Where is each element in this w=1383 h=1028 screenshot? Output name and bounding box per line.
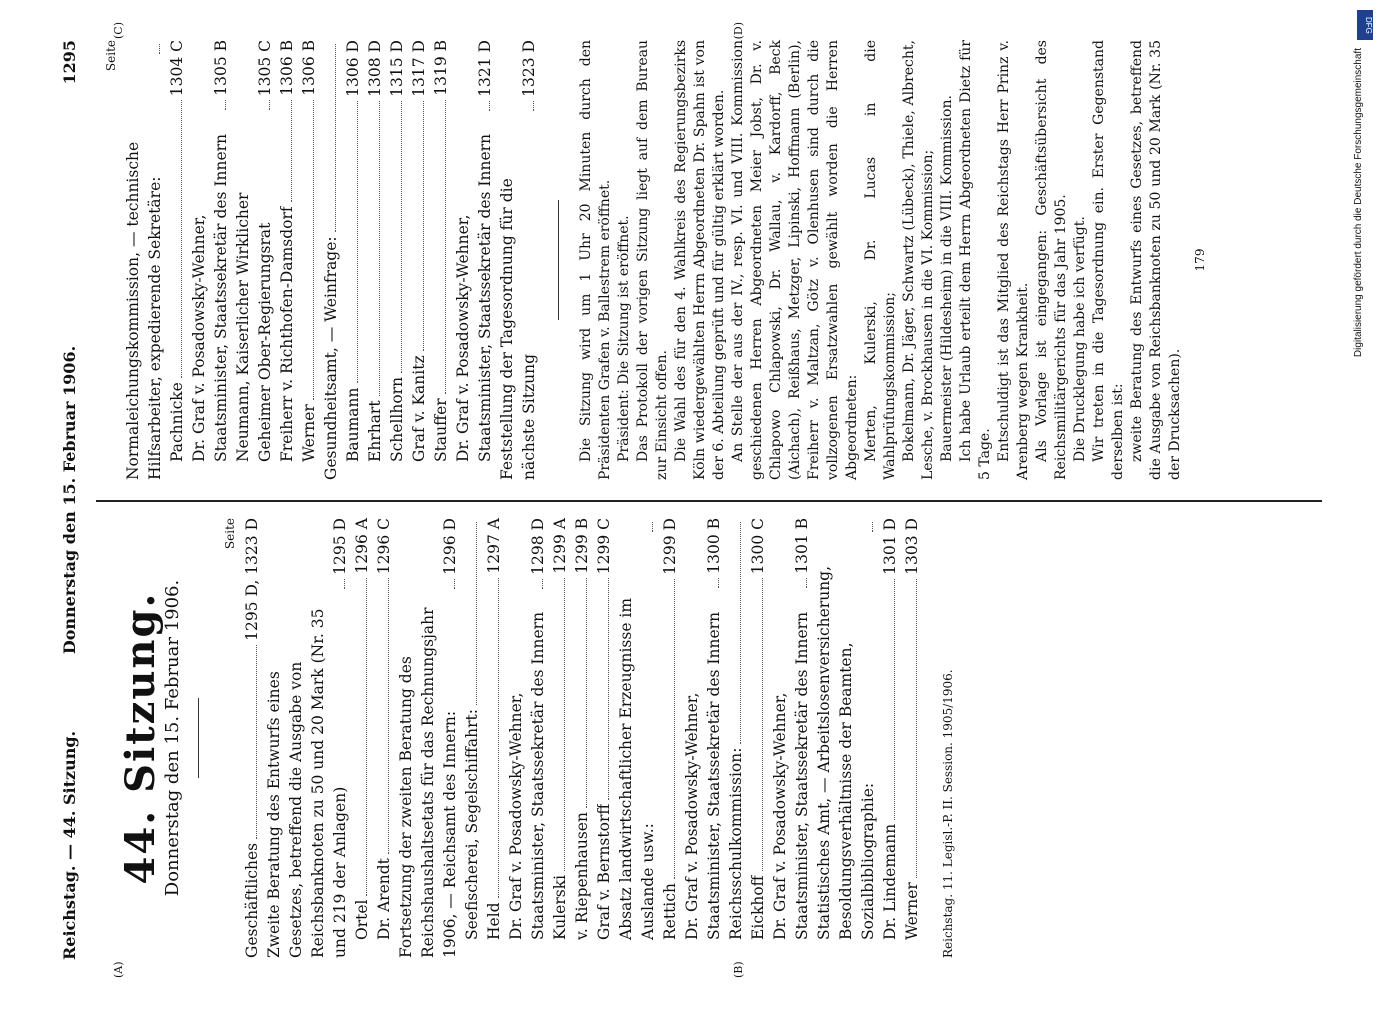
toc-leader-dots	[489, 101, 490, 111]
proceedings-text	[577, 40, 1185, 480]
toc-entry	[166, 40, 188, 480]
toc-leader-dots	[498, 578, 499, 899]
toc-entry-text: Feststellung der Tagesordnung für die nächste Sitzung	[497, 178, 538, 480]
seite-label-right: Seite	[103, 40, 118, 72]
toc-leader-dots	[652, 522, 653, 532]
toc-entry-page: 1301 D	[880, 518, 899, 575]
toc-entry-text: Neumann, Kaiserlicher Wirklicher Geheimer Ober-Regierungsrat	[233, 192, 274, 462]
toc-leader-dots	[872, 522, 873, 532]
margin-mark-d: (D)	[731, 22, 745, 40]
toc-entry	[461, 518, 483, 958]
toc-entry-page: 1303 D	[902, 518, 921, 575]
toc-leader-dots	[916, 579, 917, 878]
proceedings-paragraph: zweite Beratung des Entwurfs eines Gesetzes, betreffend die Ausgabe von Reichsbanknoten zu 50 und 20 Mark (Nr. 35 der Drucksachen).	[1128, 40, 1183, 480]
margin-mark-b: (B)	[731, 961, 745, 978]
toc-entry	[430, 40, 452, 480]
toc-entry	[386, 40, 408, 480]
toc-leader-dots	[159, 44, 160, 54]
toc-leader-dots	[344, 579, 345, 589]
toc-leader-dots	[379, 101, 380, 397]
title-rule	[198, 698, 199, 778]
toc-entry	[241, 518, 263, 958]
toc-entry	[122, 40, 166, 480]
toc-entry-text: Baumann	[343, 387, 362, 462]
toc-entry	[395, 518, 461, 958]
toc-entry-text: Dr. Lindemann	[880, 823, 899, 940]
toc-leader-dots	[542, 579, 543, 589]
toc-entry-page: 1295 D, 1323 D	[242, 518, 261, 641]
toc-entry	[408, 40, 430, 480]
margin-mark-c: (C)	[111, 22, 125, 39]
toc-leader-dots	[401, 101, 402, 373]
toc-entry	[364, 40, 386, 480]
toc-entry	[769, 518, 813, 958]
toc-entry-text: Schellhorn	[387, 376, 406, 462]
toc-entry	[373, 518, 395, 958]
toc-entry	[232, 40, 276, 480]
toc-entry-page: 1299 D	[660, 518, 679, 575]
toc-entry-text: Stauffer	[431, 398, 450, 462]
toc-entry	[813, 518, 879, 958]
proceedings-paragraph: Entschuldigt ist das Mitglied des Reichstags Herr Prinz v. Arenberg wegen Krankheit.	[995, 40, 1031, 480]
proceedings-paragraph: Das Protokoll der vorigen Sitzung liegt auf dem Bureau zur Einsicht offen.	[634, 40, 670, 480]
toc-leader-dots	[225, 100, 226, 110]
header-page-number: 1295	[59, 40, 79, 85]
toc-entry-page: 1299 B	[572, 518, 591, 574]
proceedings-paragraph: Wir treten in die Tagesordnung ein. Erster Gegenstand derselben ist:	[1090, 40, 1126, 480]
toc-entry-page: 1300 B	[704, 518, 723, 574]
toc-entry	[593, 518, 615, 958]
toc-entry-text: Zweite Beratung des Entwurfs eines Gesetzes, betreffend die Ausgabe von Reichsbanknoten zu 50 und 20 Mark (Nr. 35 und 219 der Anlagen)	[264, 608, 349, 958]
toc-entry-text: Gesundheitsamt, — Weinfrage:	[321, 236, 340, 480]
toc-entry	[483, 518, 505, 958]
proceedings-paragraph: Bauermeister (Hildesheim) in die VIII. Kommission.	[938, 95, 955, 462]
session-dateline: Donnerstag den 15. Februar 1906.	[161, 579, 183, 897]
toc-leader-dots	[740, 522, 741, 744]
proceedings-paragraph: Als Vorlage ist eingegangen: Geschäftsübersicht des Reichsmilitärgerichts für das Jahr 1905.	[1033, 40, 1069, 480]
header-left: Reichstag. — 44. Sitzung.	[59, 730, 79, 960]
toc-leader-dots	[423, 101, 424, 352]
toc-entry	[342, 40, 364, 480]
toc-entry-page: 1297 A	[484, 518, 503, 574]
proceedings-paragraph: Die Drucklegung habe ich verfügt.	[1071, 216, 1088, 462]
margin-mark-a: (A)	[111, 961, 125, 978]
proceedings-paragraph: Bokelmann, Dr. Jäger, Schwartz (Lübeck), Thiele, Albrecht, Lesche, v. Brockhausen in die VI. Kommission;	[900, 40, 936, 480]
seite-label: Seite	[222, 518, 237, 550]
toc-entry-page: 1305 B	[211, 40, 230, 96]
toc-entry-text: Ehrhart	[365, 400, 384, 462]
left-toc	[241, 518, 923, 958]
toc-leader-dots	[366, 578, 367, 896]
toc-entry-text: Kulerski	[550, 874, 569, 940]
toc-entry-text: Graf v. Kanitz	[409, 355, 428, 462]
toc-leader-dots	[388, 578, 389, 854]
page-footer: Reichstag. 11. Legisl.-P. II. Session. 1905/1906.	[940, 669, 955, 958]
toc-entry-text: Graf v. Bernstorff	[594, 803, 613, 940]
toc-leader-dots	[454, 579, 455, 589]
section-rule	[558, 200, 559, 320]
toc-entry-text: Statistisches Amt, — Arbeitslosenversicherung, Besoldungsverhältnisse der Beamten, Sozialbibliographie:	[814, 565, 877, 940]
header-center: Donnerstag den 15. Februar 1906.	[59, 345, 79, 655]
toc-leader-dots	[564, 578, 565, 871]
toc-entry-text: Rettich	[660, 883, 679, 940]
proceedings-paragraph: Ich habe Urlaub erteilt dem Herrn Abgeordneten Dietz für 5 Tage.	[957, 40, 993, 480]
toc-entry-page: 1306 D	[343, 40, 362, 97]
right-toc	[122, 40, 540, 480]
toc-leader-dots	[533, 101, 534, 111]
toc-entry-text: Freiherr v. Richthofen-Damsdorf	[277, 206, 296, 462]
toc-entry-text: Pachnicke	[167, 382, 186, 462]
toc-entry-page: 1308 D	[365, 40, 384, 97]
toc-entry	[571, 518, 593, 958]
toc-leader-dots	[335, 44, 336, 232]
toc-entry	[452, 40, 496, 480]
toc-entry-page: 1295 D	[330, 518, 349, 575]
toc-entry	[496, 40, 540, 480]
toc-entry	[298, 40, 320, 480]
toc-entry-page: 1305 C	[255, 40, 274, 97]
toc-entry	[276, 40, 298, 480]
toc-leader-dots	[256, 645, 257, 839]
toc-leader-dots	[586, 578, 587, 808]
toc-entry-page: 1298 D	[528, 518, 547, 575]
rotated-page	[32, 20, 1352, 980]
right-column	[100, 40, 1211, 480]
toc-entry	[188, 40, 232, 480]
toc-entry-text: Dr. Arendt	[374, 858, 393, 940]
toc-entry-page: 1315 D	[387, 40, 406, 97]
digitization-note	[1353, 48, 1373, 1028]
toc-entry-text: Dr. Graf v. Posadowsky-Wehner, Staatsminister, Staatssekretär des Innern	[189, 133, 230, 462]
toc-entry	[320, 40, 342, 480]
toc-entry-text: Normaleichungskommission, — technische Hilfsarbeiter, expedierende Sekretäre:	[123, 141, 164, 480]
toc-entry-page: 1299 A	[550, 518, 569, 574]
proceedings-paragraph: Präsident: Die Sitzung ist eröffnet.	[615, 215, 632, 462]
toc-entry-page: 1319 B	[431, 40, 450, 96]
toc-leader-dots	[291, 100, 292, 203]
left-column	[100, 518, 959, 958]
toc-entry-page: 1306 B	[299, 40, 318, 96]
toc-entry	[549, 518, 571, 958]
toc-leader-dots	[181, 100, 182, 378]
toc-entry	[263, 518, 351, 958]
toc-entry-text: Geschäftliches	[242, 842, 261, 958]
toc-entry	[725, 518, 747, 958]
page-header	[60, 40, 84, 960]
toc-entry-text: Eickhoff	[748, 875, 767, 940]
toc-entry-text: Fortsetzung der zweiten Beratung des Reichshaushaltsetats für das Rechnungsjahr 1906, — Reichsamt des Innern:	[396, 607, 459, 958]
toc-leader-dots	[476, 522, 477, 705]
proceedings-paragraph: Merten, Kulerski, Dr. Lucas in die Wahlprüfungskommission;	[862, 40, 898, 480]
toc-entry-text: Reichsschulkommission:	[726, 747, 745, 940]
toc-entry	[659, 518, 681, 958]
toc-entry-text: Seefischerei, Segelschiffahrt:	[462, 708, 481, 940]
toc-entry	[615, 518, 659, 958]
toc-entry-page: 1323 D	[519, 40, 538, 97]
proceedings-paragraph: Die Wahl des für den 4. Wahlkreis des Regierungsbezirks Köln wiedergewählten Herrn Abgeordneten Dr. Spahn ist von der 6. Abteilung geprüft und für gültig erklärt worden.	[672, 40, 727, 480]
toc-leader-dots	[762, 578, 763, 871]
toc-entry-text: Dr. Graf v. Posadowsky-Wehner, Staatsminister, Staatssekretär des Innern	[682, 611, 723, 940]
digitization-note-text: Digitalisierung gefördert durch die Deutsche Forschungsgemeinschaft	[1353, 48, 1364, 358]
toc-entry-page: 1296 A	[352, 518, 371, 574]
toc-entry	[505, 518, 549, 958]
toc-entry-page: 1301 B	[792, 518, 811, 574]
toc-entry-text: Werner	[299, 404, 318, 462]
toc-leader-dots	[894, 579, 895, 820]
column-divider	[96, 500, 1322, 502]
session-title: 44. Sitzung.	[116, 591, 164, 885]
toc-entry-page: 1299 C	[594, 518, 613, 575]
toc-entry-page: 1321 D	[475, 40, 494, 97]
toc-entry-text: Werner	[902, 882, 921, 940]
toc-leader-dots	[445, 100, 446, 395]
toc-entry-text: Ortel	[352, 899, 371, 940]
toc-leader-dots	[269, 100, 270, 110]
toc-leader-dots	[806, 578, 807, 588]
toc-entry	[901, 518, 923, 958]
toc-entry-text: Dr. Graf v. Posadowsky-Wehner, Staatsminister, Staatssekretär des Innern	[770, 611, 811, 940]
toc-entry-text: Dr. Graf v. Posadowsky-Wehner, Staatsminister, Staatssekretär des Innern	[453, 133, 494, 462]
toc-leader-dots	[608, 578, 609, 799]
toc-leader-dots	[674, 579, 675, 879]
toc-entry-page: 1317 D	[409, 40, 428, 97]
signature-number: 179	[1192, 248, 1207, 272]
proceedings-paragraph: An Stelle der aus der IV., resp. VI. und VIII. Kommission geschiedenen Herren Abgeordneten Meier Jobst, Dr. v. Chlapowo Chlapowski, Dr. Wallau, v. Kardorff, Beck (Aichach), Reißhaus, Metzger, Lipinski, Hoffmann (Berlin), Freiherr v. Maltzan, Götz v. Olenhusen sind durch die vollzogenen Ersatzwahlen gewählt worden die Herren Abgeordneten:	[729, 40, 860, 480]
toc-leader-dots	[718, 578, 719, 588]
toc-leader-dots	[313, 100, 314, 400]
toc-entry-page: 1296 C	[374, 518, 393, 575]
dfg-logo: DFG	[1357, 10, 1373, 40]
toc-entry	[879, 518, 901, 958]
toc-entry-text: v. Riepenhausen	[572, 812, 591, 940]
toc-entry	[681, 518, 725, 958]
toc-entry-page: 1300 C	[748, 518, 767, 575]
toc-entry-page: 1304 C	[167, 40, 186, 97]
toc-entry-page: 1306 B	[277, 40, 296, 96]
toc-entry-text: Absatz landwirtschaftlicher Erzeugnisse im Auslande usw.:	[616, 597, 657, 940]
proceedings-paragraph: Die Sitzung wird um 1 Uhr 20 Minuten durch den Präsidenten Grafen v. Ballestrem eröffnet.	[577, 40, 613, 480]
toc-entry-page: 1296 D	[440, 518, 459, 575]
toc-entry	[351, 518, 373, 958]
toc-entry	[747, 518, 769, 958]
toc-leader-dots	[357, 101, 358, 384]
toc-entry-text: Held	[484, 902, 503, 940]
toc-entry-text: Dr. Graf v. Posadowsky-Wehner, Staatsminister, Staatssekretär des Innern	[506, 611, 547, 940]
